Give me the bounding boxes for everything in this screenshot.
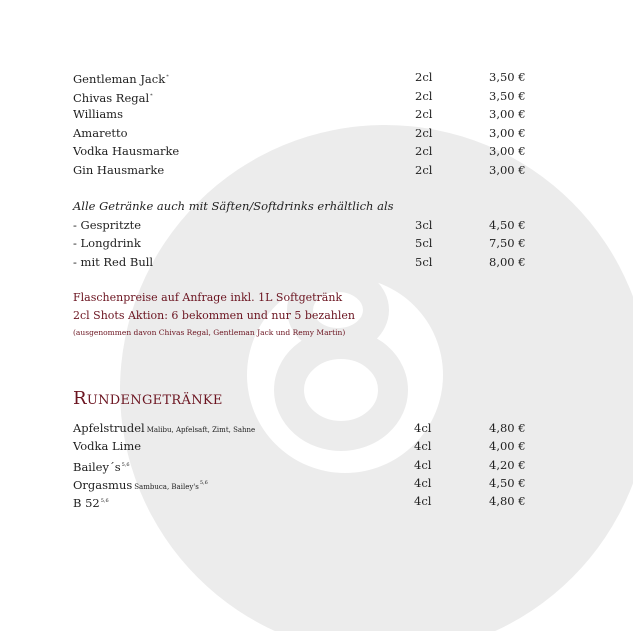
item-name: Bailey´s [73, 460, 121, 474]
item-volume: 2cl [415, 107, 433, 121]
item-volume: 4cl [414, 421, 432, 435]
item-volume: 5cl [415, 255, 433, 269]
menu-item-williams [73, 105, 533, 123]
item-volume: 2cl [415, 126, 433, 140]
menu-item-gentleman-jack [73, 68, 533, 86]
item-price: 4,80 € [489, 494, 526, 508]
menu-item-gin-hausmarke [73, 161, 533, 179]
shots-promotion: 2cl Shots Aktion: 6 bekommen und nur 5 bezahlen [73, 309, 355, 322]
mixers-note: Alle Getränke auch mit Säften/Softdrinks erhältlich als [73, 199, 394, 213]
menu-item-orgasmus [73, 474, 533, 492]
item-price: 8,00 € [489, 255, 526, 269]
item-name: Williams [73, 107, 123, 121]
menu-item-baileys [73, 456, 533, 474]
menu-item-chivas-regal [73, 87, 533, 105]
footnote-marker: 5,6 [100, 498, 109, 504]
item-volume: 2cl [415, 144, 433, 158]
item-price: 4,00 € [489, 439, 526, 453]
item-name: Chivas Regal [73, 91, 150, 105]
item-volume: 4cl [414, 439, 432, 453]
footnote-marker: * [166, 74, 169, 80]
section-heading: Rundengetränke [73, 388, 223, 409]
item-name: Vodka Hausmarke [73, 144, 180, 158]
promotion-exclusions: (ausgenommen davon Chivas Regal, Gentleman Jack und Remy Martin) [73, 328, 346, 337]
item-name: Apfelstrudel [73, 421, 145, 435]
item-volume: 2cl [415, 163, 433, 177]
menu-item-longdrink [73, 234, 533, 252]
item-volume: 2cl [415, 70, 433, 84]
item-volume: 2cl [415, 89, 433, 103]
item-volume: 5cl [415, 236, 433, 250]
menu-item-vodka-hausmarke [73, 142, 533, 160]
item-price: 7,50 € [489, 236, 526, 250]
footnote-marker: 5,6 [121, 462, 130, 468]
item-price: 3,00 € [489, 126, 526, 140]
item-price: 3,00 € [489, 144, 526, 158]
menu-item-mit-red-bull [73, 253, 533, 271]
menu-item-gespritzte [73, 216, 533, 234]
item-name: - Gespritzte [73, 218, 142, 232]
item-price: 3,50 € [489, 89, 526, 103]
bottle-price-info: Flaschenpreise auf Anfrage inkl. 1L Softgetränk [73, 291, 343, 304]
item-volume: 3cl [415, 218, 433, 232]
footnote-marker: 5,6 [199, 480, 208, 486]
item-price: 4,50 € [489, 218, 526, 232]
item-name: Gin Hausmarke [73, 163, 165, 177]
item-price: 4,20 € [489, 458, 526, 472]
item-name: Vodka Lime [73, 439, 142, 453]
item-name: - mit Red Bull [73, 255, 154, 269]
item-name: Amaretto [73, 126, 128, 140]
menu-item-vodka-lime [73, 437, 533, 455]
item-price: 3,00 € [489, 107, 526, 121]
item-name: B 52 [73, 496, 100, 510]
footnote-marker: * [150, 93, 153, 99]
item-volume: 4cl [414, 458, 432, 472]
item-ingredients: Sambuca, Bailey's [134, 483, 199, 491]
menu-item-amaretto [73, 124, 533, 142]
item-name: - Longdrink [73, 236, 141, 250]
item-price: 3,00 € [489, 163, 526, 177]
item-name: Orgasmus [73, 478, 133, 492]
menu-item-apfelstrudel [73, 419, 533, 437]
menu-item-b52 [73, 492, 533, 510]
item-price: 4,50 € [489, 476, 526, 490]
item-price: 4,80 € [489, 421, 526, 435]
item-ingredients: Malibu, Apfelsaft, Zimt, Sahne [146, 426, 256, 434]
item-volume: 4cl [414, 476, 432, 490]
item-name: Gentleman Jack [73, 72, 166, 86]
item-volume: 4cl [414, 494, 432, 508]
item-price: 3,50 € [489, 70, 526, 84]
